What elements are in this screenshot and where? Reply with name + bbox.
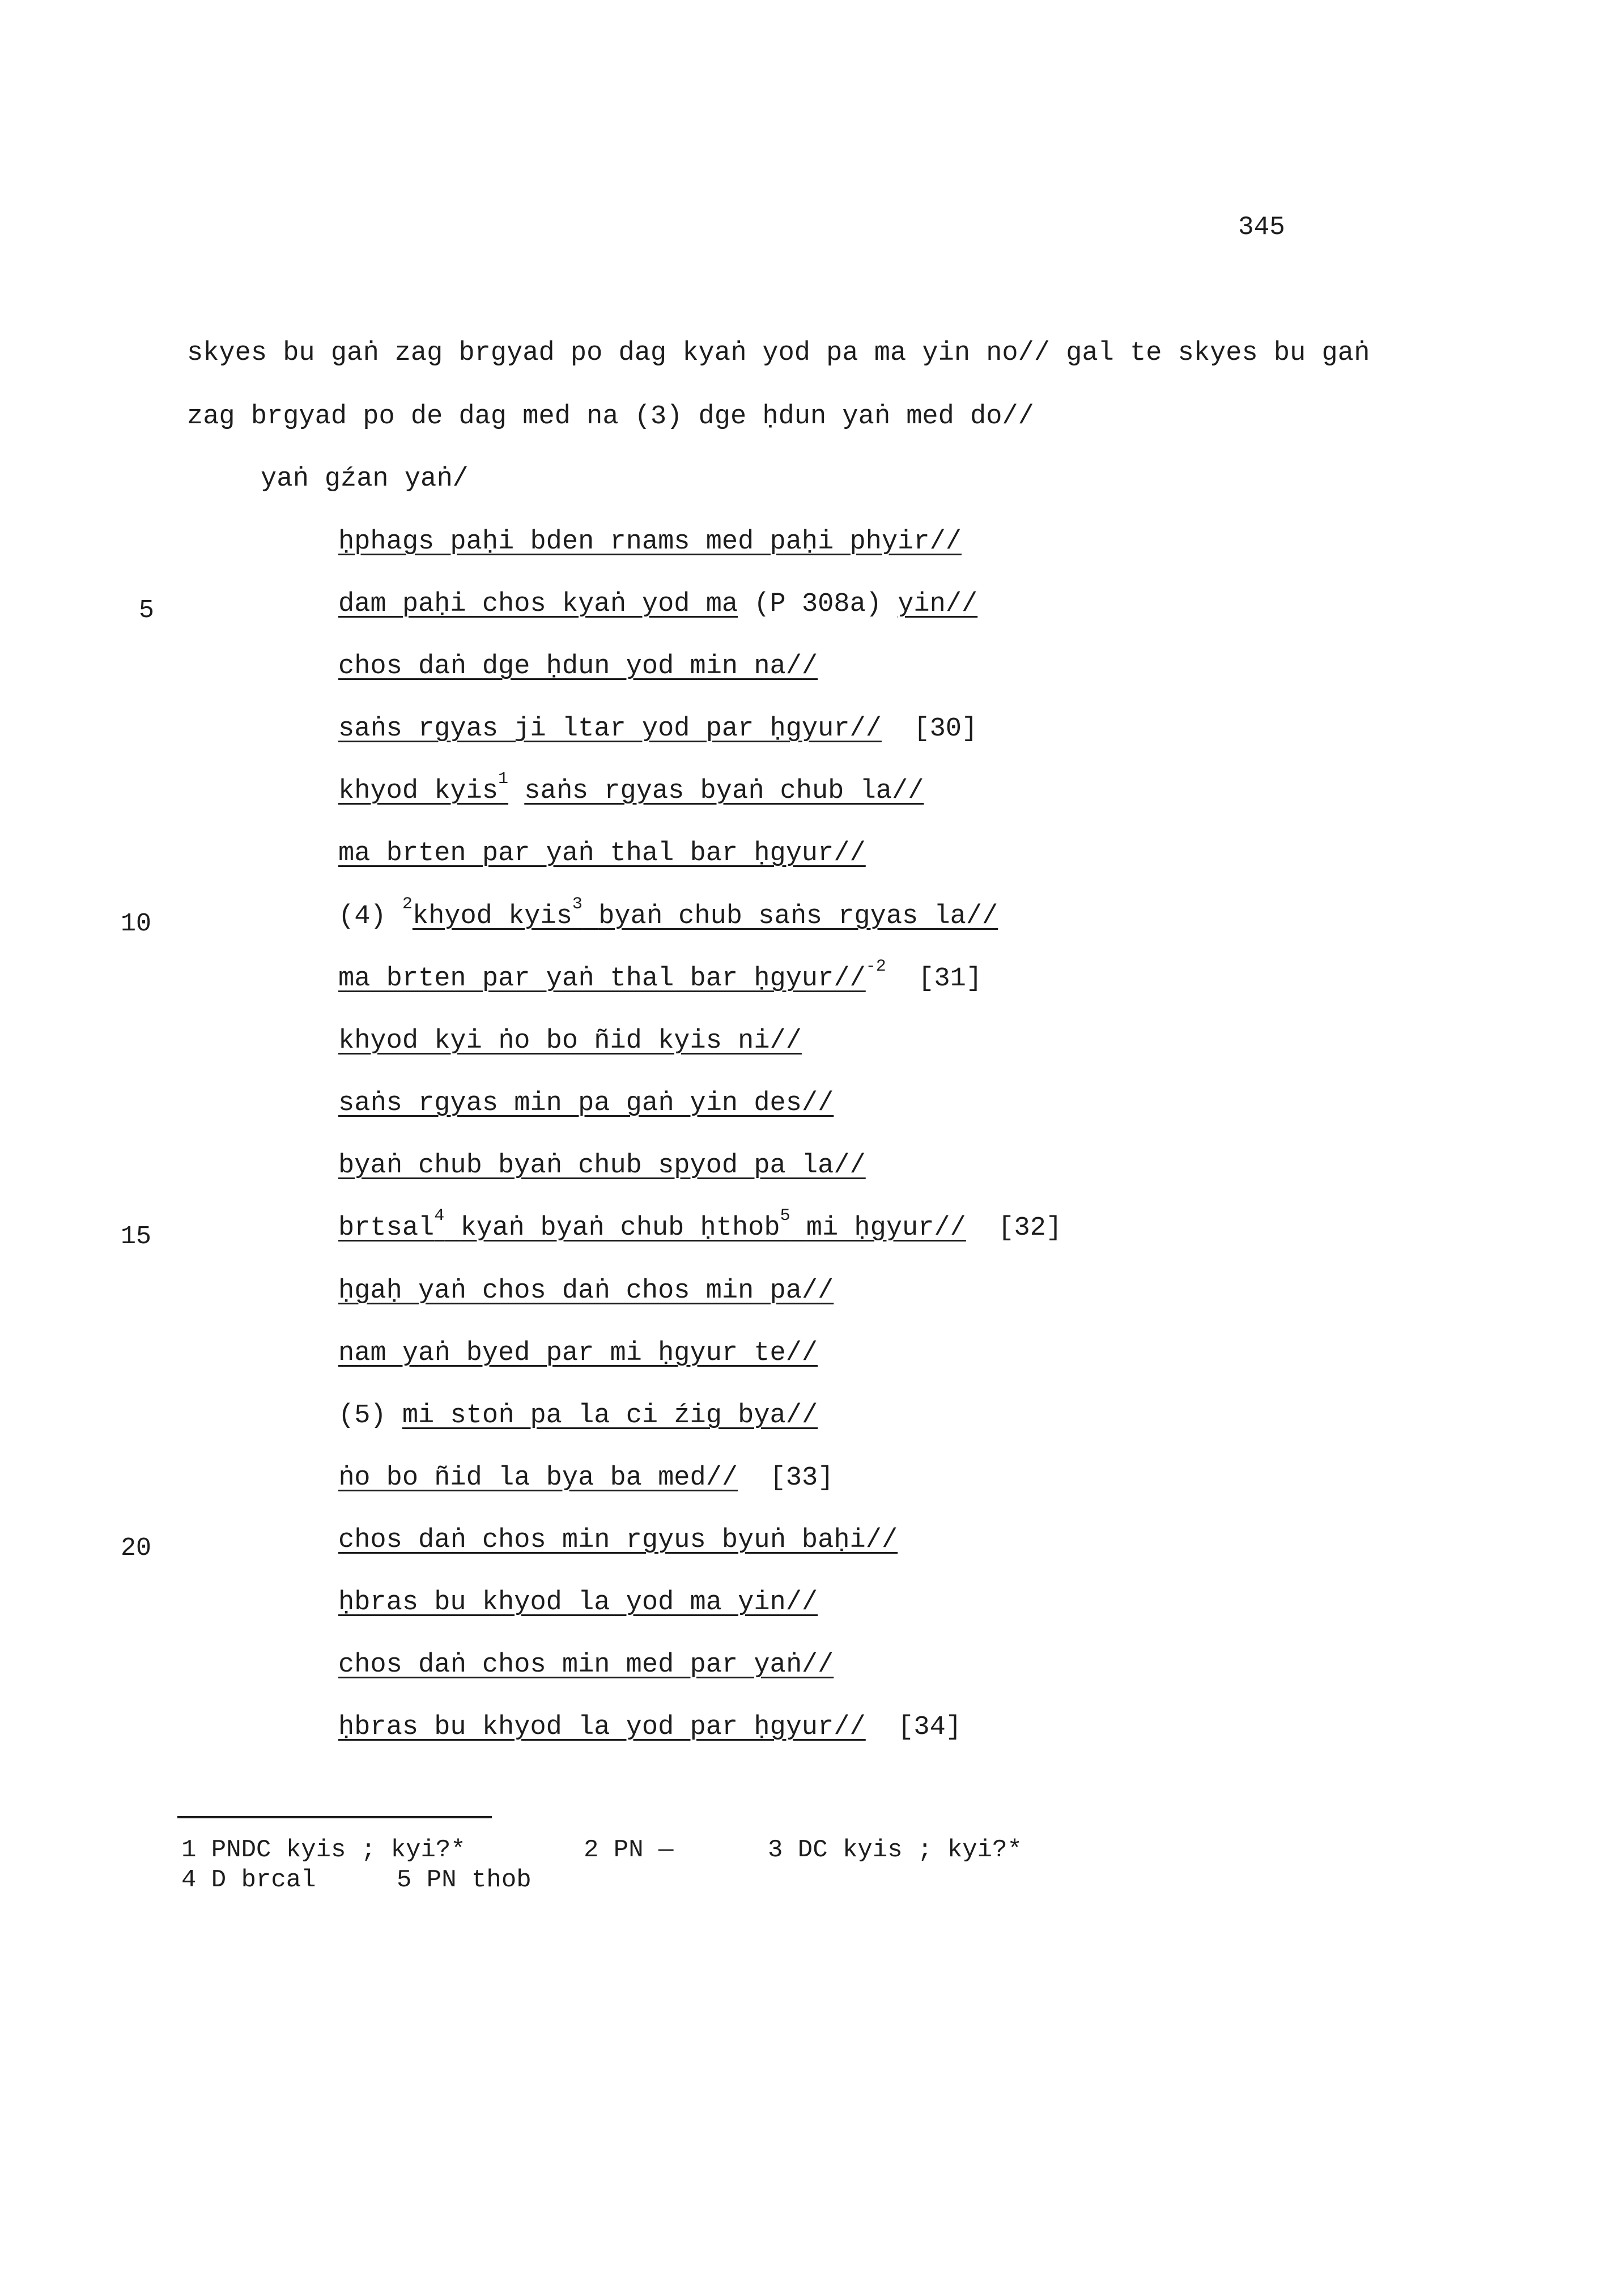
verse-line-6: ma brten par yaṅ thal bar ḥgyur// [338,839,866,869]
footnote-mark-2: 2 [402,895,413,914]
verse-line-20: ḥbras bu khyod la yod par ḥgyur// [34] [338,1712,962,1742]
prose-line-1: skyes bu gaṅ zag brgyad po dag kyaṅ yod pa ma yin no// gal te skyes bu gaṅ [187,338,1370,368]
footnote-2: 2 PN — [584,1836,674,1864]
prose-line-2: zag brgyad po de dag med na (3) dge ḥdun yaṅ med do// [187,402,1034,432]
footnote-mark-3: 3 [572,895,583,914]
line-number-5: 5 [139,596,155,625]
verse-line-4: saṅs rgyas ji ltar yod par ḥgyur// [30] [338,714,978,744]
verse-line-8: ma brten par yaṅ thal bar ḥgyur//$^{-2}$ [31] [338,957,983,994]
footnote-mark-1: 1 [498,769,509,789]
verse-ref-33: [33] [770,1463,834,1493]
footnote-mark-5: 5 [780,1206,790,1226]
verse-ref-34: [34] [898,1712,962,1742]
verse-line-15: (5) mi stoṅ pa la ci źig bya// [338,1401,818,1431]
verse-line-14: nam yaṅ byed par mi ḥgyur te// [338,1338,818,1368]
verse-line-12: brtsal$^4$ kyaṅ byaṅ chub ḥthob$^5$ mi ḥgyur// [32] [338,1206,1062,1243]
verse-line-5: khyod kyis$^1$ saṅs rgyas byaṅ chub la// [338,769,924,806]
footnote-1: 1 PNDC kyis ; kyi?* [181,1836,466,1864]
verse-line-7: (4) $^2$khyod kyis$^3$ byaṅ chub saṅs rgyas la// [338,895,998,932]
folio-marker: (P 308a) [754,589,882,619]
verse-line-3: chos daṅ dge ḥdun yod min na// [338,652,818,682]
footnote-rule [177,1816,492,1818]
verse-line-10: saṅs rgyas min pa gaṅ yin des// [338,1089,834,1119]
verse-line-11: byaṅ chub byaṅ chub spyod pa la// [338,1151,866,1181]
verse-line-1: ḥphags paḥi bden rnams med paḥi phyir// [338,527,962,557]
verse-line-16: ṅo bo ñid la bya ba med// [33] [338,1463,834,1493]
verse-line-18: ḥbras bu khyod la yod ma yin// [338,1588,818,1618]
footnote-mark-4: 4 [434,1206,445,1226]
verse-line-17: chos daṅ chos min rgyus byuṅ baḥi// [338,1525,898,1555]
line-number-15: 15 [121,1222,152,1251]
page-number: 345 [1238,212,1285,242]
verse-line-13: ḥgaḥ yaṅ chos daṅ chos min pa// [338,1276,834,1306]
line-number-20: 20 [121,1534,152,1563]
prose-line-3: yaṅ gźan yaṅ/ [261,464,469,494]
verse-ref-31: [31] [918,964,983,994]
verse-ref-30: [30] [913,714,978,744]
footnote-3: 3 DC kyis ; kyi?* [768,1836,1022,1864]
footnote-4: 4 D brcal [181,1866,316,1894]
footnote-5: 5 PN thob [397,1866,532,1894]
verse-line-19: chos daṅ chos min med par yaṅ// [338,1650,834,1680]
verse-ref-32: [32] [998,1213,1062,1243]
footnote-mark-2-end: -2 [865,957,886,976]
line-number-10: 10 [121,909,152,938]
verse-line-2: dam paḥi chos kyaṅ yod ma (P 308a) yin// [338,589,978,619]
verse-line-9: khyod kyi ṅo bo ñid kyis ni// [338,1026,802,1056]
